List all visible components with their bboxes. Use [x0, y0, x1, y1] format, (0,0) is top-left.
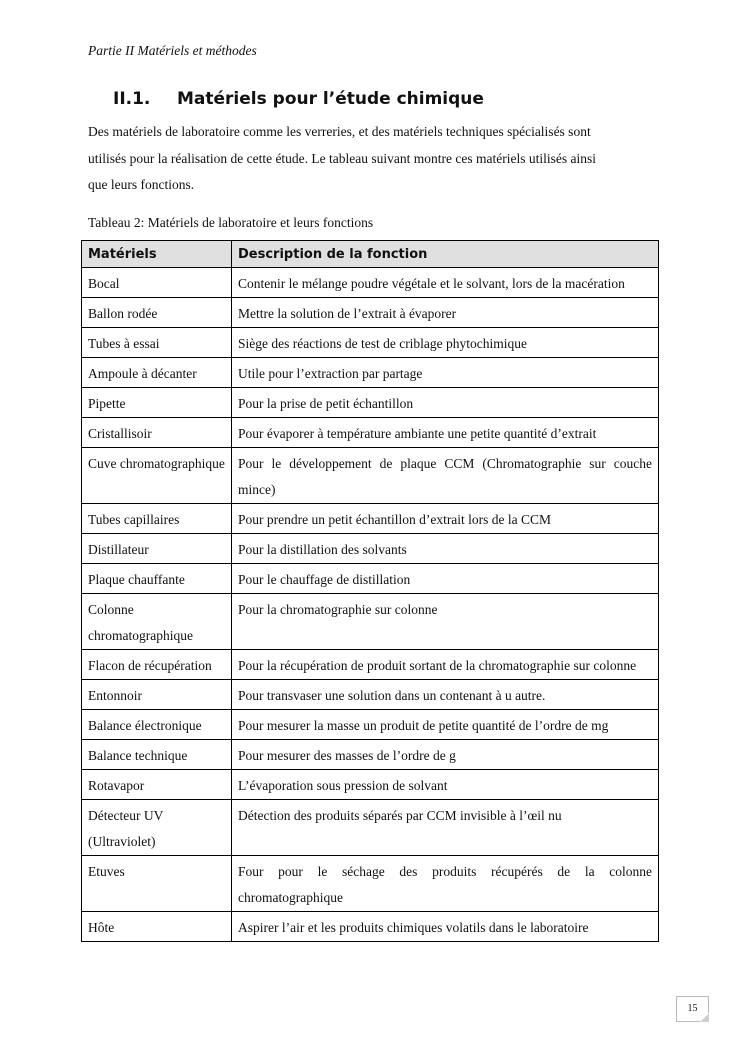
section-heading	[113, 89, 484, 109]
section-title: Matériels pour l’étude chimique	[177, 89, 484, 109]
table-row	[82, 388, 659, 418]
table-row	[82, 358, 659, 388]
material-cell: Bocal	[82, 268, 232, 298]
description-cell: Pour la chromatographie sur colonne	[232, 594, 659, 650]
materials-table	[81, 240, 659, 942]
table-row	[82, 268, 659, 298]
description-cell: Pour mesurer la masse un produit de petite quantité de l’ordre de mg	[232, 710, 659, 740]
material-cell: Cuve chromatographique	[82, 448, 232, 504]
intro-line: que leurs fonctions.	[88, 177, 195, 192]
material-cell: Balance électronique	[82, 710, 232, 740]
page-curl-icon	[700, 1013, 709, 1022]
intro-line: Des matériels de laboratoire comme les verreries, et des matériels techniques spécialisés sont	[88, 124, 591, 139]
material-cell: Plaque chauffante	[82, 564, 232, 594]
description-cell: Contenir le mélange poudre végétale et le solvant, lors de la macération	[232, 268, 659, 298]
description-cell: Four pour le séchage des produits récupérés de la colonne chromatographique	[232, 856, 659, 912]
description-cell: Pour prendre un petit échantillon d’extrait lors de la CCM	[232, 504, 659, 534]
running-header: Partie II Matériels et méthodes	[88, 43, 257, 58]
description-cell: Pour mesurer des masses de l’ordre de g	[232, 740, 659, 770]
table-row	[82, 650, 659, 680]
intro-line: utilisés pour la réalisation de cette étude. Le tableau suivant montre ces matériels utilisés ainsi	[88, 150, 596, 166]
description-cell: Pour transvaser une solution dans un contenant à u autre.	[232, 680, 659, 710]
material-cell: Balance technique	[82, 740, 232, 770]
material-cell: Hôte	[82, 912, 232, 942]
material-cell: Rotavapor	[82, 770, 232, 800]
material-cell: Distillateur	[82, 534, 232, 564]
description-cell: Utile pour l’extraction par partage	[232, 358, 659, 388]
table-row	[82, 912, 659, 942]
description-cell: Pour le chauffage de distillation	[232, 564, 659, 594]
material-cell: Tubes à essai	[82, 328, 232, 358]
table-row	[82, 534, 659, 564]
column-header-description: Description de la fonction	[232, 241, 659, 268]
column-header-materials: Matériels	[82, 241, 232, 268]
description-cell: Pour le développement de plaque CCM (Chromatographie sur couche mince)	[232, 448, 659, 504]
material-cell: Flacon de récupération	[82, 650, 232, 680]
intro-paragraph	[88, 119, 673, 199]
description-cell: Pour la récupération de produit sortant de la chromatographie sur colonne	[232, 650, 659, 680]
material-cell: Colonne chromatographique	[82, 594, 232, 650]
material-cell: Détecteur UV (Ultraviolet)	[82, 800, 232, 856]
description-cell: Pour la distillation des solvants	[232, 534, 659, 564]
table-row	[82, 418, 659, 448]
table-row	[82, 680, 659, 710]
table-row	[82, 770, 659, 800]
table-row	[82, 448, 659, 504]
table-row	[82, 564, 659, 594]
description-cell: Aspirer l’air et les produits chimiques volatils dans le laboratoire	[232, 912, 659, 942]
table-row	[82, 856, 659, 912]
table-row	[82, 740, 659, 770]
table-header-row	[82, 241, 659, 268]
description-cell: Détection des produits séparés par CCM invisible à l’œil nu	[232, 800, 659, 856]
material-cell: Ampoule à décanter	[82, 358, 232, 388]
table-row	[82, 594, 659, 650]
table-caption: Tableau 2: Matériels de laboratoire et leurs fonctions	[88, 215, 374, 230]
description-cell: Pour évaporer à température ambiante une petite quantité d’extrait	[232, 418, 659, 448]
description-cell: Pour la prise de petit échantillon	[232, 388, 659, 418]
description-cell: Siège des réactions de test de criblage phytochimique	[232, 328, 659, 358]
table-row	[82, 298, 659, 328]
material-cell: Cristallisoir	[82, 418, 232, 448]
table-row	[82, 800, 659, 856]
table-row	[82, 328, 659, 358]
material-cell: Ballon rodée	[82, 298, 232, 328]
table-row	[82, 710, 659, 740]
section-number: II.1.	[113, 89, 151, 109]
page-number-text: 15	[687, 1003, 698, 1014]
material-cell: Tubes capillaires	[82, 504, 232, 534]
page-number	[676, 996, 709, 1022]
description-cell: L’évaporation sous pression de solvant	[232, 770, 659, 800]
material-cell: Entonnoir	[82, 680, 232, 710]
table-body	[82, 268, 659, 942]
description-cell: Mettre la solution de l’extrait à évaporer	[232, 298, 659, 328]
material-cell: Pipette	[82, 388, 232, 418]
table-row	[82, 504, 659, 534]
material-cell: Etuves	[82, 856, 232, 912]
